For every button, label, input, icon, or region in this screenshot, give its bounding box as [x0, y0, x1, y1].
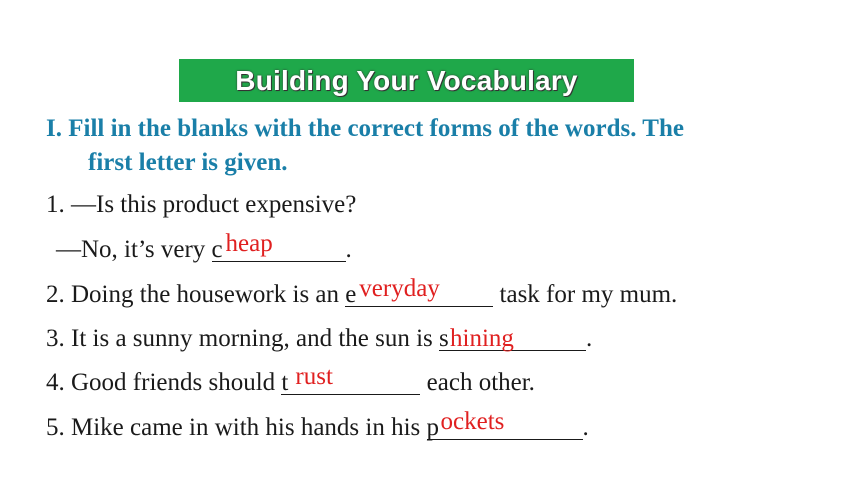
- first-letter: p: [426, 414, 440, 441]
- first-letter: e: [345, 281, 357, 308]
- answer-blank[interactable]: [281, 363, 420, 396]
- first-letter: c: [211, 236, 223, 263]
- answer-text: hining: [450, 325, 514, 352]
- question-1-prompt: [46, 190, 356, 220]
- question-2: [46, 275, 678, 310]
- question-text: 5. Mike came in with his hands in his: [46, 414, 427, 441]
- answer-blank[interactable]: [426, 408, 583, 441]
- question-text-tail: task for my mum.: [493, 281, 678, 308]
- punctuation: .: [586, 325, 593, 352]
- answer-blank[interactable]: [439, 324, 586, 351]
- question-1-response: [56, 230, 352, 265]
- first-letter: t: [281, 369, 289, 396]
- answer-text: veryday: [359, 275, 440, 302]
- answer-blank[interactable]: [211, 230, 346, 263]
- instruction-line-2: first letter is given.: [88, 149, 288, 176]
- answer-text: heap: [225, 230, 273, 257]
- question-text: 1. —Is this product expensive?: [46, 191, 357, 218]
- answer-text: ockets: [440, 408, 505, 435]
- question-5: [46, 408, 589, 443]
- question-4: [46, 363, 535, 398]
- question-3: [46, 324, 592, 354]
- first-letter: s: [439, 325, 449, 352]
- response-text: —No, it’s very: [56, 236, 212, 263]
- question-text-tail: each other.: [420, 369, 535, 396]
- question-text: 4. Good friends should: [46, 369, 282, 396]
- punctuation: .: [582, 414, 589, 441]
- answer-blank[interactable]: [345, 275, 493, 308]
- punctuation: .: [345, 236, 352, 263]
- instruction-line-1: I. Fill in the blanks with the correct forms of the words. The: [46, 115, 684, 142]
- section-banner: [179, 59, 634, 102]
- instruction-text: [46, 112, 836, 180]
- answer-text: rust: [295, 363, 333, 390]
- question-text: 2. Doing the housework is an: [46, 281, 346, 308]
- banner-title: Building Your Vocabulary: [235, 64, 578, 96]
- question-text: 3. It is a sunny morning, and the sun is: [46, 325, 440, 352]
